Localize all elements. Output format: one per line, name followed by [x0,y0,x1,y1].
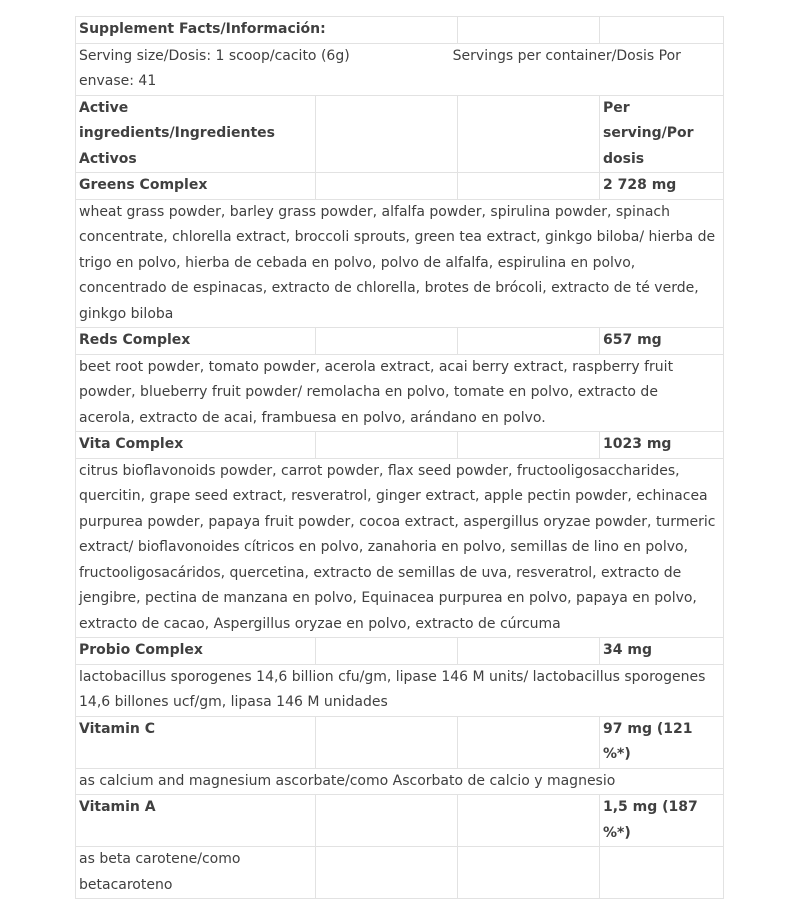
ingredient-row [76,173,724,200]
ingredient-row [76,716,724,768]
ingredient-amount: 34 mg [600,638,724,665]
ingredient-description: citrus bioflavonoids powder, carrot powder, flax seed powder, fructooligosaccharides, quercitin, grape seed extract, resveratrol, ginger extract, apple pectin powder, echinacea purpurea powder, papaya fruit powder, cocoa extract, aspergillus oryzae powder, turmeric extract/ bioflavonoides cítricos en polvo, zanahoria en polvo, semillas de lino en polvo, fructooligosacáridos, quercetina, extracto de semillas de uva, resveratrol, extracto de jengibre, pectina de manzana en polvo, Equinacea purpurea en polvo, papaya en polvo, extracto de cacao, Aspergillus oryzae en polvo, extracto de cúrcuma [76,458,724,638]
ingredient-description: beet root powder, tomato powder, acerola extract, acai berry extract, raspberry fruit powder, blueberry fruit powder/ remolacha en polvo, tomate en polvo, extracto de acerola, extracto de acai, frambuesa en polvo, arándano en polvo. [76,354,724,432]
ingredient-row [76,638,724,665]
ingredient-description-row [76,768,724,795]
ingredient-amount: 97 mg (121 %*) [600,716,724,768]
servings-per-container: Servings per container/Dosis Por envase: 41 [79,47,681,89]
ingredient-description-row [76,847,724,899]
ingredient-name: Vitamin A [76,795,316,847]
per-serving-header: Per serving/Por dosis [600,95,724,173]
ingredient-description: lactobacillus sporogenes 14,6 billion cfu/gm, lipase 146 M units/ lactobacillus sporogenes 14,6 billones ucf/gm, lipasa 146 M unidades [76,664,724,716]
ingredient-name: Reds Complex [76,328,316,355]
ingredient-row [76,328,724,355]
column-header-row [76,95,724,173]
title-row [76,17,724,44]
ingredient-name: Greens Complex [76,173,316,200]
ingredient-amount: 657 mg [600,328,724,355]
ingredient-description-row [76,354,724,432]
ingredient-amount: 1023 mg [600,432,724,459]
serving-size: Serving size/Dosis: 1 scoop/cacito (6g) [79,47,350,64]
ingredient-amount: 1,5 mg (187 %*) [600,795,724,847]
ingredient-description: wheat grass powder, barley grass powder, alfalfa powder, spirulina powder, spinach concentrate, chlorella extract, broccoli sprouts, green tea extract, ginkgo biloba/ hierba de trigo en polvo, hierba de cebada en polvo, polvo de alfalfa, espirulina en polvo, concentrado de espinacas, extracto de chlorella, brotes de brócoli, extracto de té verde, ginkgo biloba [76,199,724,328]
ingredient-name: Vita Complex [76,432,316,459]
ingredient-row [76,432,724,459]
serving-row [76,43,724,95]
ingredient-row [76,795,724,847]
ingredient-description-row [76,458,724,638]
supplement-facts-table [75,16,724,899]
ingredient-description: as calcium and magnesium ascorbate/como Ascorbato de calcio y magnesio [76,768,724,795]
facts-title: Supplement Facts/Información: [76,17,458,44]
ingredient-name: Probio Complex [76,638,316,665]
ingredient-name: Vitamin C [76,716,316,768]
ingredient-description-row [76,199,724,328]
ingredient-amount: 2 728 mg [600,173,724,200]
ingredient-description: as beta carotene/como betacaroteno [76,847,316,899]
ingredient-description-row [76,664,724,716]
active-ingredients-header: Active ingredients/Ingredientes Activos [76,95,316,173]
